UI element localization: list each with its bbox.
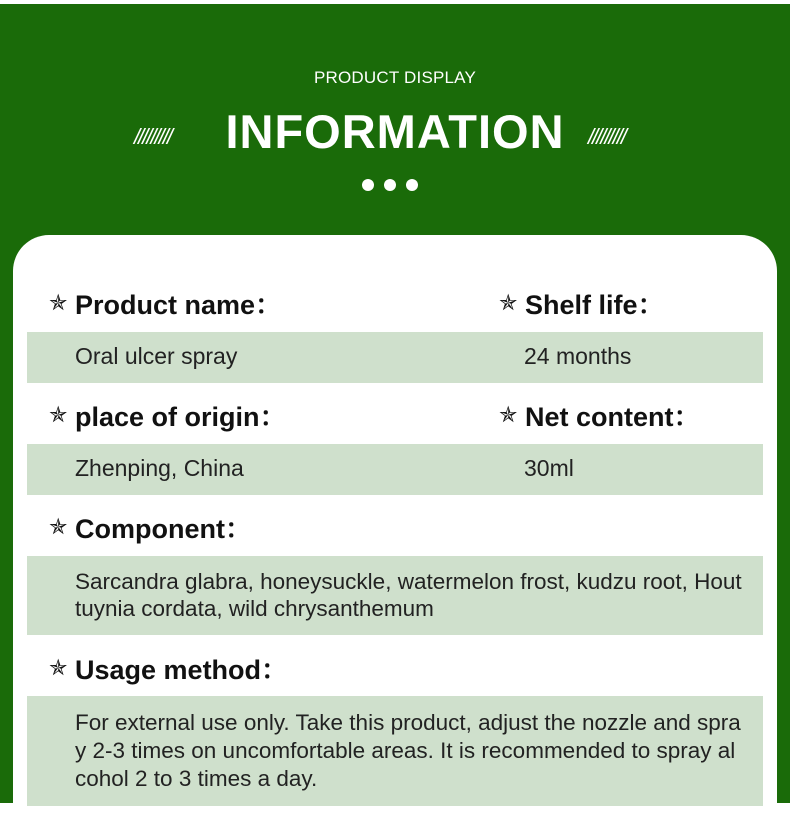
star-icon: ✯ (49, 513, 68, 539)
page-title: INFORMATION (225, 105, 565, 158)
component-value: Sarcandra glabra, honeysuckle, watermelon frost, kudzu root, Houttuynia cordata, wild chrysanthemum (75, 569, 742, 621)
star-icon: ✯ (49, 289, 68, 315)
net-content-label (499, 395, 701, 434)
net-content-label-text: Net content： (525, 402, 701, 432)
dot (384, 179, 396, 191)
usage-value: For external use only. Take this product, adjust the nozzle and spray 2-3 times on uncomfortable areas. It is recommended to spray alcohol 2 to 3 times a day. (75, 710, 741, 791)
subtitle: PRODUCT DISPLAY (313, 68, 477, 87)
shelf-life-label-text: Shelf life： (525, 290, 665, 320)
dot-decoration (362, 179, 418, 191)
product-name-label (49, 283, 282, 322)
usage-label (49, 648, 288, 687)
star-icon: ✯ (49, 654, 68, 680)
star-icon: ✯ (499, 289, 518, 315)
left-slash-decoration: ///////// (134, 124, 172, 149)
origin-label (49, 395, 287, 434)
net-content-value: 30ml (524, 455, 574, 481)
top-border (0, 0, 790, 4)
origin-label-text: place of origin： (75, 402, 287, 432)
star-icon: ✯ (499, 401, 518, 427)
usage-label-text: Usage method： (75, 655, 289, 685)
component-label-text: Component： (75, 514, 252, 544)
component-label (49, 507, 252, 546)
product-name-value: Oral ulcer spray (75, 343, 238, 369)
origin-value: Zhenping, China (75, 455, 244, 481)
dot (362, 179, 374, 191)
shelf-life-label (499, 283, 665, 322)
shelf-life-value: 24 months (524, 343, 632, 369)
dot (406, 179, 418, 191)
product-name-label-text: Product name： (75, 290, 283, 320)
star-icon: ✯ (49, 401, 68, 427)
info-card (13, 235, 777, 815)
right-slash-decoration: ///////// (588, 124, 626, 149)
